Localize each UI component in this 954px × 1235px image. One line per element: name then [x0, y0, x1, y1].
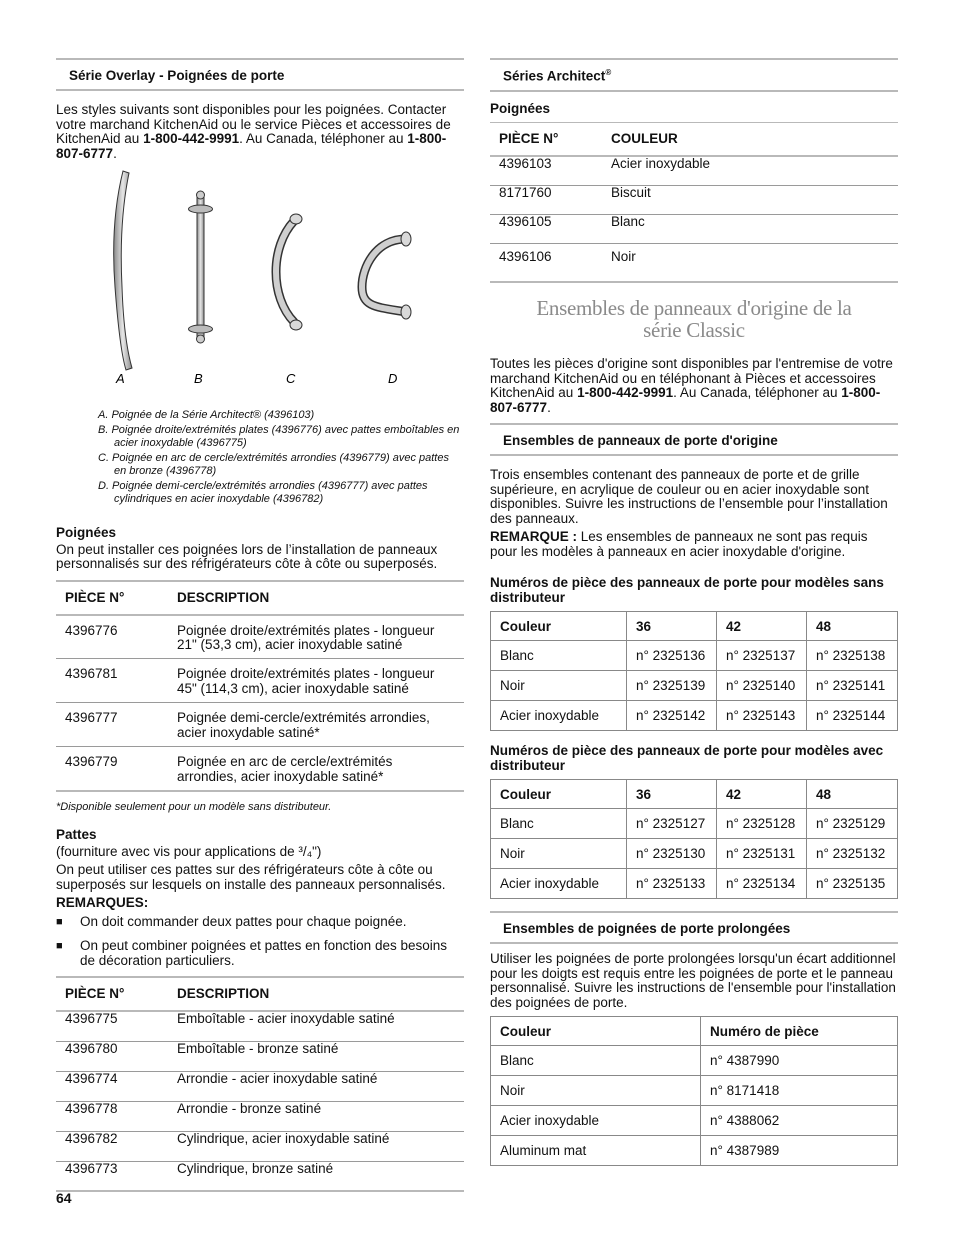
- avec-distributeur-table: Couleur 36 42 48 Blanc n° 2325127 n° 2325128 n° 2325129 Noir n° 2325130 n° 2325131 n° 2325132 Acier inoxydable n° 2325133 n° 2325134 n° 2325135: [490, 779, 898, 899]
- fig-label-b: B: [194, 371, 203, 386]
- col-header-description: DESCRIPTION: [168, 581, 464, 615]
- caption-d: D. Poignée demi-cercle/extrémités arrondies (4396777) avec pattes cylindriques en acier inoxydable (4396782): [98, 480, 428, 505]
- poignees-table: [56, 580, 464, 792]
- table-row: 4396777 Poignée demi-cercle/extrémités arrondies, acier inoxydable satiné*: [56, 703, 464, 747]
- caption-c: C. Poignée en arc de cercle/extrémités arrondies (4396779) avec pattes en bronze (4396778): [98, 452, 449, 477]
- table-row: 4396780 Emboîtable - bronze satiné: [56, 1041, 464, 1071]
- prolong-table: Couleur Numéro de pièce Blanc n° 4387990 Noir n° 8171418 Acier inoxydable n° 4388062 Aluminum mat n° 4387989: [490, 1016, 898, 1166]
- pattes-table: [56, 976, 464, 1192]
- fig-label-a: A: [116, 371, 125, 386]
- list-item: ■ On peut combiner poignées et pattes en fonction des besoins de décoration particuliers.: [56, 938, 447, 968]
- table-row: Blanc n° 4387990: [491, 1046, 898, 1076]
- table-row: Acier inoxydable n° 2325133 n° 2325134 n° 2325135: [491, 869, 898, 899]
- handle-c-drawing: [276, 214, 302, 330]
- avec-distributeur-heading: Numéros de pièce des panneaux de porte pour modèles avec distributeur: [490, 743, 884, 773]
- table-row: Noir n° 2325139 n° 2325140 n° 2325141: [491, 671, 898, 701]
- col-header-piece: PIÈCE N°: [490, 123, 602, 157]
- table-row: 4396774 Arrondie - acier inoxydable satiné: [56, 1071, 464, 1101]
- page-number: 64: [56, 1190, 72, 1206]
- panels-text: Trois ensembles contenant des panneaux de porte et de grille supérieure, en acrylique de couleur ou en acier inoxydable sont disponibles. Suivre les instructions de l’ensemble pour l’installation des panneaux.: [490, 467, 888, 526]
- classic-intro: Toutes les pièces d'origine sont disponibles par l'entremise de votre marchand KitchenAid ou en téléphonant à Pièces et accessoires KitchenAid au 1-800-442-9991. Au Canada, téléphoner au 1-800-807-6777.: [490, 356, 893, 415]
- table-row: 8171760 Biscuit: [490, 185, 898, 214]
- table-row: 4396776 Poignée droite/extrémités plates - longueur 21" (53,3 cm), acier inoxydable satiné: [56, 615, 464, 659]
- table-row: 4396773 Cylindrique, bronze satiné: [56, 1161, 464, 1191]
- architect-poignees-heading: Poignées: [490, 100, 551, 116]
- handles-illustration: [56, 167, 464, 399]
- table-row: Noir n° 2325130 n° 2325131 n° 2325132: [491, 839, 898, 869]
- figure-captions: [98, 409, 464, 506]
- table-row: Blanc n° 2325136 n° 2325137 n° 2325138: [491, 641, 898, 671]
- table-row: 4396105 Blanc: [490, 214, 898, 243]
- table-row: Aluminum mat n° 4387989: [491, 1136, 898, 1166]
- poignees-heading: Poignées: [56, 525, 117, 540]
- col-header-couleur: COULEUR: [602, 123, 898, 157]
- col-header-piece: PIÈCE N°: [56, 977, 168, 1011]
- classic-title: Ensembles de panneaux d'origine de la série Classic: [536, 296, 852, 342]
- overlay-intro: Les styles suivants sont disponibles pour les poignées. Contacter votre marchand KitchenAid ou le service Pièces et accessoires de KitchenAid au 1-800-442-9991. Au Canada, téléphoner au 1-800-807-6777.: [56, 102, 451, 161]
- poignees-text: On peut installer ces poignées lors de l’installation de panneaux personnalisés sur des réfrigérateurs côte à côte ou superposés.: [56, 541, 438, 571]
- bullet-square-icon: ■: [56, 940, 63, 952]
- section-heading-architect: Séries Architect®: [490, 58, 898, 92]
- table-row: 4396782 Cylindrique, acier inoxydable satiné: [56, 1131, 464, 1161]
- table-row: 4396781 Poignée droite/extrémités plates - longueur 45" (114,3 cm), acier inoxydable satiné: [56, 659, 464, 703]
- table-row: 4396775 Emboîtable - acier inoxydable satiné: [56, 1011, 464, 1041]
- handle-d-drawing: [362, 232, 411, 319]
- col-header-description: DESCRIPTION: [168, 977, 464, 1011]
- pattes-subtitle: (fourniture avec vis pour applications de ³/₄"): [56, 843, 322, 859]
- fig-label-c: C: [286, 371, 296, 386]
- footnote: *Disponible seulement pour un modèle sans distributeur.: [56, 800, 332, 813]
- prolong-text: Utiliser les poignées de porte prolongées lorsqu'un écart additionnel pour les doigts est requis entre les poignées de porte et le panneau personnalisé. Suivre les instructions de l'ensemble pour l'installation des poignées de porte.: [490, 951, 896, 1010]
- fig-label-d: D: [388, 371, 398, 386]
- bullet-square-icon: ■: [56, 915, 63, 928]
- sans-distributeur-table: Couleur 36 42 48 Blanc n° 2325136 n° 2325137 n° 2325138 Noir n° 2325139 n° 2325140 n° 2325141 Acier inoxydable n° 2325142 n° 2325143 n° 2325144: [490, 611, 898, 731]
- table-row: 4396779 Poignée en arc de cercle/extrémités arrondies, acier inoxydable satiné*: [56, 747, 464, 791]
- remarques-label: REMARQUES:: [56, 895, 149, 910]
- right-column: [490, 58, 898, 1166]
- section-heading-panels: Ensembles de panneaux de porte d'origine: [490, 423, 898, 456]
- table-row: Blanc n° 2325127 n° 2325128 n° 2325129: [491, 809, 898, 839]
- left-column: [56, 58, 464, 1192]
- table-row: Acier inoxydable n° 4388062: [491, 1106, 898, 1136]
- section-heading-prolong: Ensembles de poignées de porte prolongées: [490, 911, 898, 944]
- table-row: 4396103 Acier inoxydable: [490, 156, 898, 185]
- pattes-heading: Pattes: [56, 827, 97, 842]
- handle-b-drawing: [189, 191, 213, 343]
- col-header-piece: PIÈCE N°: [56, 581, 168, 615]
- caption-a: A. Poignée de la Série Architect® (4396103): [98, 409, 315, 421]
- list-item: ■ On doit commander deux pattes pour chaque poignée.: [56, 913, 407, 929]
- section-heading-overlay: Série Overlay - Poignées de porte: [56, 58, 464, 91]
- table-row: Noir n° 8171418: [491, 1076, 898, 1106]
- caption-b: B. Poignée droite/extrémités plates (4396776) avec pattes emboîtables en acier inoxydable (4396775): [98, 424, 460, 449]
- handle-a-drawing: [114, 171, 132, 370]
- sans-distributeur-heading: Numéros de pièce des panneaux de porte pour modèles sans distributeur: [490, 575, 884, 605]
- architect-table: [490, 122, 898, 283]
- table-row: 4396106 Noir: [490, 243, 898, 282]
- table-row: Acier inoxydable n° 2325142 n° 2325143 n° 2325144: [491, 701, 898, 731]
- pattes-text: On peut utiliser ces pattes sur des réfrigérateurs côte à côte ou superposés sur lesquels on installe des panneaux personnalisés.: [56, 862, 446, 892]
- table-row: 4396778 Arrondie - bronze satiné: [56, 1101, 464, 1131]
- remarque-text: REMARQUE : Les ensembles de panneaux ne sont pas requis pour les modèles à panneaux en acier inoxydable d'origine.: [490, 529, 868, 559]
